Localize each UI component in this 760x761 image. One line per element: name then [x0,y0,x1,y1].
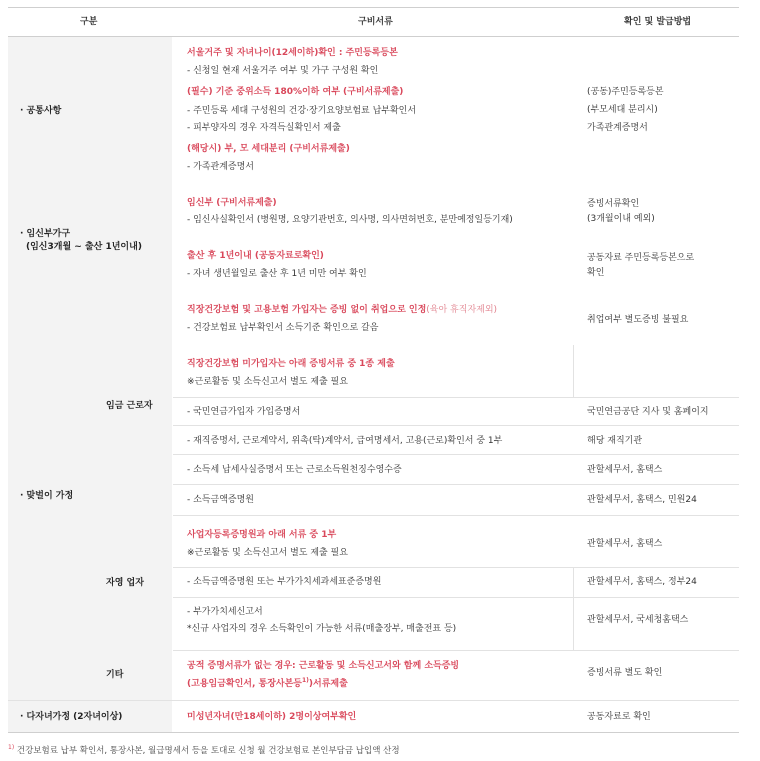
other-method: 증빙서류 별도 확인 [587,668,663,678]
wage-label: 임금 근로자 [106,401,153,411]
pregnant-r3-title-sub: (육아 휴직자제외) [426,305,498,315]
common-category: · 공통사항 [20,106,62,116]
dual-category: · 맞벌이 가정 [20,491,74,501]
pregnant-r3-line: - 건강보험료 납부확인서 소득기준 확인으로 갈음 [187,323,379,333]
multi-section-border [8,700,739,701]
self-row1-doc: - 소득금액증명원 또는 부가가치세과세표준증명원 [187,577,382,587]
pregnant-r2-method2: 확인 [587,268,605,278]
self-row2-border [173,597,739,598]
self-row2-doc2: *신규 사업자의 경우 소득확인이 가능한 서류(매출장부, 매출전표 등) [187,624,457,634]
header-category: 구분 [80,17,98,27]
wage-row2-doc: - 재직증명서, 근로계약서, 위촉(탁)계약서, 급여명세서, 고용(근로)확인서 중 1부 [187,436,503,446]
common-income-title: (필수) 기준 중위소득 180%이하 여부 (구비서류제출) [187,87,404,97]
common-method-1: (공동)주민등록등본 [587,87,664,97]
common-separation-line: - 가족관계증명서 [187,162,254,172]
wage-row1-border [173,397,739,398]
pregnant-category-line2: (임신3개월 ~ 출산 1년이내) [26,242,142,252]
common-method-2: (부모세대 분리시) [587,105,658,115]
wage-row2-border [173,425,739,426]
wage-row3-method: 관할세무서, 홈택스 [587,465,663,475]
pregnant-r1-method2: (3개월이내 예외) [587,214,655,224]
self-method0: 관할세무서, 홈택스 [587,539,663,549]
pregnant-r2-title: 출산 후 1년이내 (공동자료로확인) [187,251,324,261]
header-bottom-border [8,36,739,37]
self-label: 자영 업자 [106,578,144,588]
header-method: 확인 및 발급방법 [624,17,692,27]
pregnant-r1-title: 임신부 (구비서류제출) [187,198,277,208]
self-section-border [173,515,739,516]
self-row2-method: 관할세무서, 국세청홈택스 [587,615,689,625]
pregnant-r2-line: - 자녀 생년월일로 출산 후 1년 미만 여부 확인 [187,269,367,279]
multi-title: 미성년자녀(만18세이하) 2명이상여부확인 [187,712,357,722]
self-row2-doc1: - 부가가치세신고서 [187,607,263,617]
multi-method: 공동자료로 확인 [587,712,651,722]
other-section-border [173,650,739,651]
self-row1-method: 관할세무서, 홈택스, 정부24 [587,577,697,587]
category-column-bg [8,37,172,732]
common-residence-title: 서울거주 및 자녀나이(12세이하)확인 : 주민등록등본 [187,48,398,58]
footnote-text: 건강보험료 납부 확인서, 통장사본, 월급명세서 등을 토대로 신청 월 건강보험료 본인부담금 납입액 산정 [14,745,400,756]
pregnant-r2-method1: 공동자료 주민등록등본으로 [587,253,695,263]
other-footnote-ref: 1) [302,677,309,684]
other-label: 기타 [106,670,124,680]
self-row-divider [573,567,574,650]
wage-row2-method: 해당 재직기관 [587,436,643,446]
common-income-line2: - 피부양자의 경우 자격득실확인서 제출 [187,123,341,133]
header-documents: 구비서류 [358,17,393,27]
header-top-border [8,7,739,8]
pregnant-category-line1: · 임신부가구 [20,229,71,239]
multi-category: · 다자녀가정 (2자녀이상) [20,712,123,722]
other-title-line2: (고용임금확인서, 통장사본등$^{1)}$)서류제출 [187,677,348,689]
common-method-3: 가족관계증명서 [587,123,648,133]
wage-row4-border [173,484,739,485]
wage-row1-doc: - 국민연금가입자 가입증명서 [187,407,301,417]
pregnant-r1-method1: 증빙서류확인 [587,199,640,209]
wage-row3-doc: - 소득세 납세사실증명서 또는 근로소득원천징수영수증 [187,465,402,475]
footnote-marker: 1) [8,744,15,751]
wage-title-divider [573,345,574,397]
pregnant-r1-line: - 임신사실확인서 (병원명, 요양기관번호, 의사명, 의사면허번호, 분만예정일등기재) [187,215,513,225]
table-bottom-border [8,732,739,733]
common-income-line1: - 주민등록 세대 구성원의 건강·장기요양보험료 납부확인서 [187,106,417,116]
self-row1-border [173,567,739,568]
self-note: ※근로활동 및 소득신고서 별도 제출 필요 [187,548,348,558]
footnote [8,742,400,757]
common-residence-line: - 신청일 현재 서울거주 여부 및 가구 구성원 확인 [187,66,379,76]
pregnant-r3-method: 취업여부 별도증빙 불필요 [587,315,689,325]
wage-row3-border [173,454,739,455]
wage-title: 직장건강보험 미가입자는 아래 증빙서류 중 1종 제출 [187,359,395,369]
other-title-line1: 공적 증명서류가 없는 경우: 근로활동 및 소득신고서와 함께 소득증빙 [187,661,460,671]
self-title: 사업자등록증명원과 아래 서류 중 1부 [187,530,337,540]
wage-note: ※근로활동 및 소득신고서 별도 제출 필요 [187,377,348,387]
wage-row1-method: 국민연금공단 지사 및 홈페이지 [587,407,709,417]
pregnant-r3-title: 직장건강보험 및 고용보험 가입자는 증빙 없이 취업으로 인정(육아 휴직자제외) [187,305,498,315]
common-separation-title: (해당시) 부, 모 세대분리 (구비서류제출) [187,144,350,154]
wage-row4-doc: - 소득금액증명원 [187,495,254,505]
wage-row4-method: 관할세무서, 홈택스, 민원24 [587,495,697,505]
